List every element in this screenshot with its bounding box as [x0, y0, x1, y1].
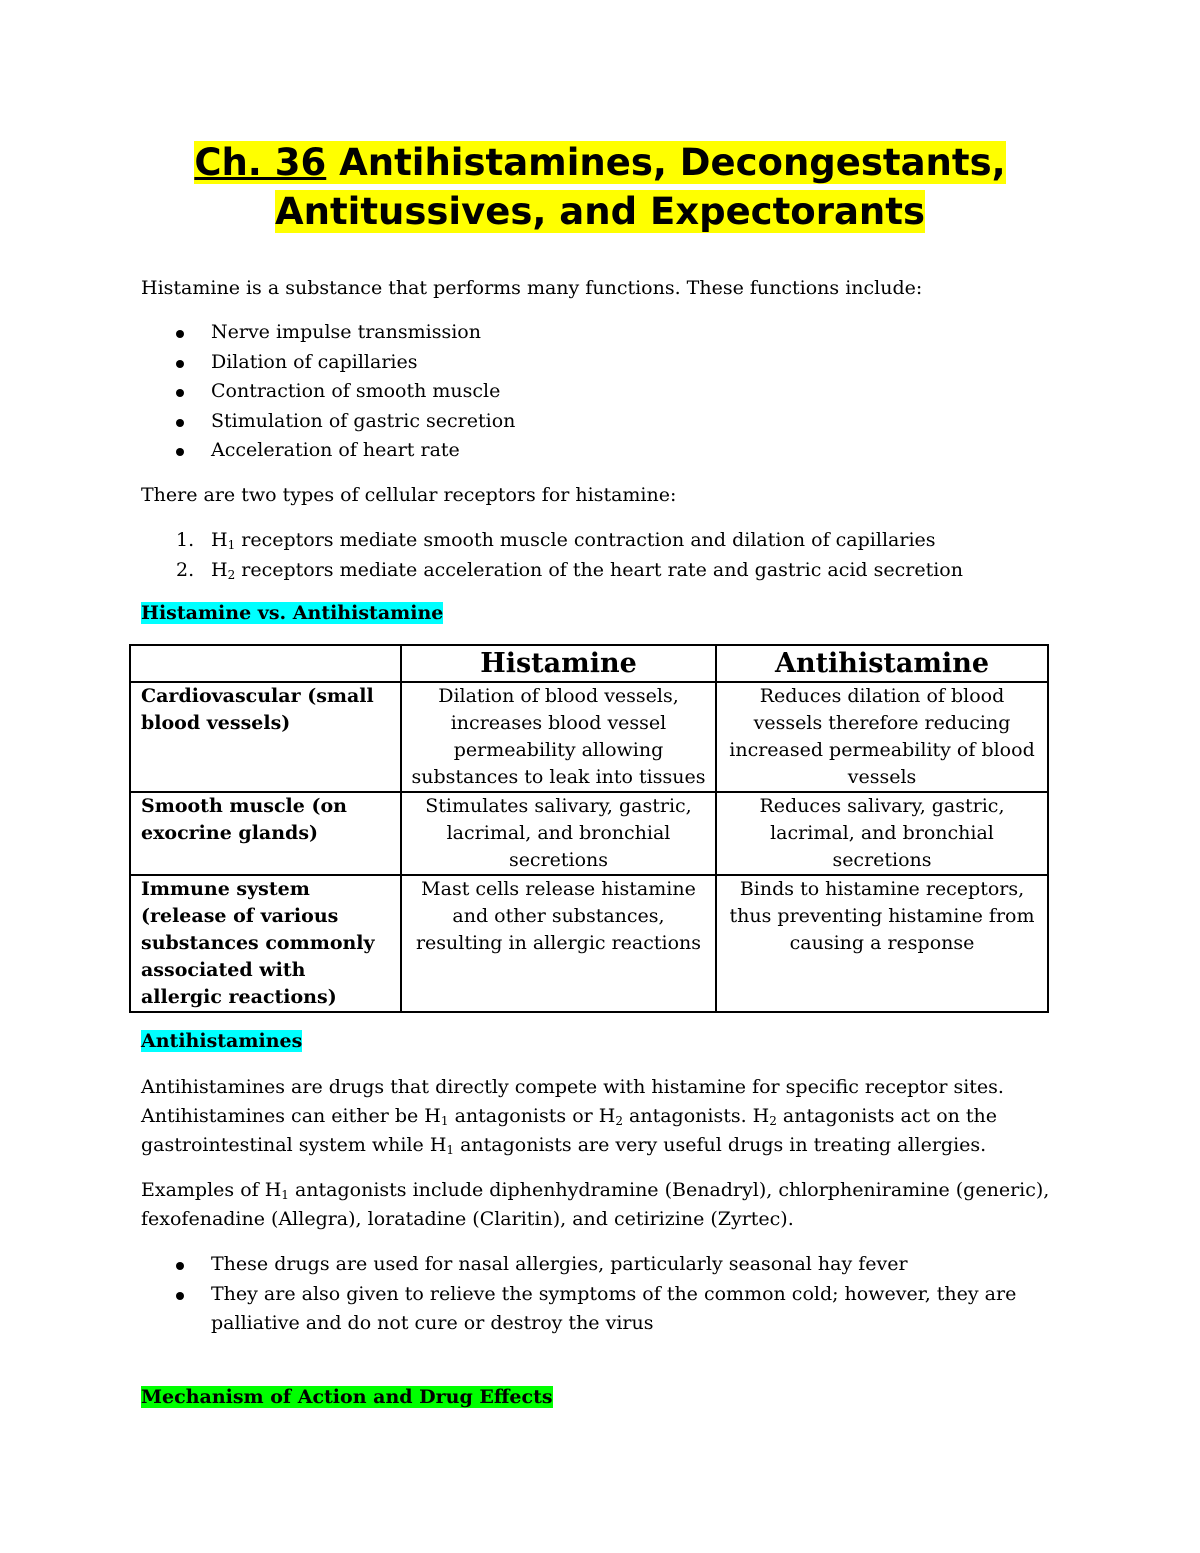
list-item: These drugs are used for nasal allergies, particularly seasonal hay fever — [141, 1250, 1016, 1280]
table-row-header: Smooth muscle (on exocrine glands) — [130, 792, 401, 875]
table-cell: Binds to histamine receptors, thus preventing histamine from causing a response — [716, 875, 1048, 1012]
table-row-header: Immune system (release of various substances commonly associated with allergic reactions) — [130, 875, 401, 1012]
chapter-number: Ch. 36 — [194, 141, 327, 184]
uses-list — [141, 1250, 1016, 1339]
page-title — [0, 138, 1200, 236]
table-row — [130, 682, 1048, 792]
list-item: Dilation of capillaries — [141, 348, 515, 378]
receptors-paragraph: There are two types of cellular receptors for histamine: — [141, 484, 677, 506]
table-cell: Reduces salivary, gastric, lacrimal, and bronchial secretions — [716, 792, 1048, 875]
list-item: Contraction of smooth muscle — [141, 377, 515, 407]
table-header-cell: Antihistamine — [716, 645, 1048, 682]
list-item: Stimulation of gastric secretion — [141, 407, 515, 437]
table-cell: Reduces dilation of blood vessels therefore reducing increased permeability of blood vessels — [716, 682, 1048, 792]
mechanism-heading: Mechanism of Action and Drug Effects — [141, 1386, 553, 1408]
table-cell: Dilation of blood vessels, increases blood vessel permeability allowing substances to leak into tissues — [401, 682, 716, 792]
table-header-cell: Histamine — [401, 645, 716, 682]
table-header-cell — [130, 645, 401, 682]
table-cell: Mast cells release histamine and other substances, resulting in allergic reactions — [401, 875, 716, 1012]
comparison-heading: Histamine vs. Antihistamine — [141, 602, 444, 624]
list-item: Acceleration of heart rate — [141, 436, 515, 466]
examples-paragraph: Examples of $H_1$ antagonists include diphenhydramine (Benadryl), chlorpheniramine (generic), fexofenadine (Allegra), loratadine (Claritin), and cetirizine (Zyrtec). — [141, 1179, 1050, 1230]
antihistamines-paragraph: Antihistamines are drugs that directly compete with histamine for specific receptor sites. Antihistamines can either be $H_1$ antagonists or $H_2$ antagonists. $H_2$ antagonists act on the gastrointestinal system while $H_1$ antagonists are very useful drugs in treating allergies. — [141, 1076, 1004, 1157]
intro-paragraph: Histamine is a substance that performs many functions. These functions include: — [141, 277, 923, 299]
list-item: They are also given to relieve the symptoms of the common cold; however, they are palliative and do not cure or destroy the virus — [141, 1280, 1016, 1339]
list-item: Nerve impulse transmission — [141, 318, 515, 348]
list-item: 1. $H_1$ receptors mediate smooth muscle contraction and dilation of capillaries — [176, 529, 936, 552]
table-header-row — [130, 645, 1048, 682]
title-line-2: Antitussives, and Expectorants — [275, 190, 925, 233]
table-row — [130, 875, 1048, 1012]
receptors-list — [141, 526, 963, 585]
functions-list — [141, 318, 515, 466]
table-row — [130, 792, 1048, 875]
comparison-table — [129, 644, 1049, 1013]
antihistamines-heading: Antihistamines — [141, 1030, 303, 1052]
list-item: 2. $H_2$ receptors mediate acceleration of the heart rate and gastric acid secretion — [176, 558, 963, 582]
table-row-header: Cardiovascular (small blood vessels) — [130, 682, 401, 792]
table-cell: Stimulates salivary, gastric, lacrimal, and bronchial secretions — [401, 792, 716, 875]
title-line-1: Ch. 36 Antihistamines, Decongestants, — [194, 141, 1006, 184]
